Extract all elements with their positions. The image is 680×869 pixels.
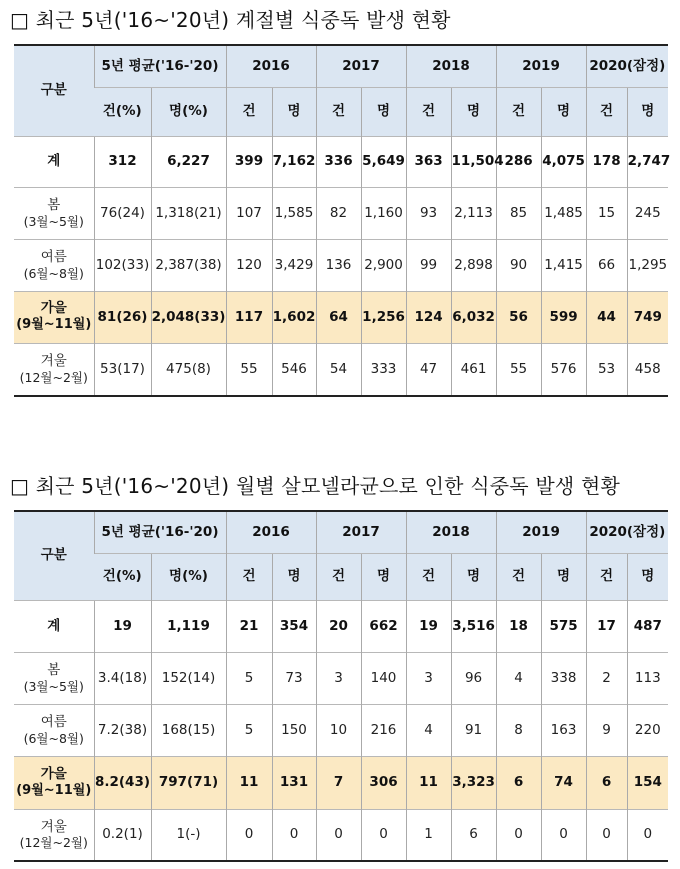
cell-cases: 19 <box>406 600 451 652</box>
cell-people: 6,032 <box>451 291 496 343</box>
cell-cases: 0 <box>316 809 361 861</box>
sub-people: 명 <box>361 87 406 136</box>
cell-people: 749 <box>627 291 668 343</box>
row-label <box>14 239 94 291</box>
row-label-period: (9월~11월) <box>16 782 92 798</box>
subheader-row <box>14 553 668 600</box>
cell-cases: 18 <box>496 600 541 652</box>
sub-people-pct: 명(%) <box>151 87 226 136</box>
sub-cases: 건 <box>226 553 272 600</box>
cell-cases: 7 <box>316 756 361 809</box>
cell-cases: 3 <box>316 652 361 704</box>
cell-people: 2,900 <box>361 239 406 291</box>
cell-cases: 47 <box>406 343 451 396</box>
row-label-period: (12월~2월) <box>19 835 88 851</box>
sub-people: 명 <box>541 87 586 136</box>
cell-people: 1,485 <box>541 187 586 239</box>
header-avg: 5년 평균('16-'20) <box>94 45 226 87</box>
row-label <box>14 291 94 343</box>
sub-people: 명 <box>627 553 668 600</box>
cell-people: 96 <box>451 652 496 704</box>
row-label-name: 겨울 <box>40 353 67 369</box>
cell-people: 1,256 <box>361 291 406 343</box>
cell-cases: 0 <box>496 809 541 861</box>
row-label-name: 여름 <box>40 248 67 265</box>
cell-cases: 11 <box>226 756 272 809</box>
cell-people: 1,119 <box>151 600 226 652</box>
cell-cases: 363 <box>406 136 451 187</box>
cell-people: 338 <box>541 652 586 704</box>
cell-people: 3,323 <box>451 756 496 809</box>
cell-cases: 99 <box>406 239 451 291</box>
cell-people: 461 <box>451 343 496 396</box>
cell-cases: 136 <box>316 239 361 291</box>
header-category: 구분 <box>14 511 94 600</box>
header-row <box>14 45 668 87</box>
sub-people: 명 <box>627 87 668 136</box>
cell-people: 2,113 <box>451 187 496 239</box>
table-row-spring <box>14 187 668 239</box>
sub-cases: 건 <box>316 553 361 600</box>
cell-cases: 82 <box>316 187 361 239</box>
cell-people: 306 <box>361 756 406 809</box>
cell-cases: 10 <box>316 704 361 756</box>
table-row-summer <box>14 239 668 291</box>
section-title: □ 최근 5년('16~'20년) 계절별 식중독 발생 현황 <box>10 8 451 32</box>
cell-people: 0 <box>627 809 668 861</box>
cell-cases: 19 <box>94 600 151 652</box>
cell-people: 4,075 <box>541 136 586 187</box>
cell-cases: 55 <box>226 343 272 396</box>
row-label-period: (3월~5월) <box>23 213 84 229</box>
cell-people: 546 <box>272 343 316 396</box>
cell-cases: 6 <box>586 756 627 809</box>
table-row-total <box>14 600 668 652</box>
header-year: 2018 <box>406 511 496 553</box>
row-label <box>14 652 94 704</box>
cell-people: 576 <box>541 343 586 396</box>
cell-people: 1,160 <box>361 187 406 239</box>
cell-people: 245 <box>627 187 668 239</box>
cell-people: 0 <box>272 809 316 861</box>
cell-cases: 21 <box>226 600 272 652</box>
cell-cases: 64 <box>316 291 361 343</box>
cell-people: 2,387(38) <box>151 239 226 291</box>
cell-people: 11,504 <box>451 136 496 187</box>
cell-cases: 93 <box>406 187 451 239</box>
cell-cases: 17 <box>586 600 627 652</box>
cell-people: 1,295 <box>627 239 668 291</box>
row-label-name: 여름 <box>40 713 67 730</box>
salmonella-table <box>14 510 668 862</box>
cell-cases: 312 <box>94 136 151 187</box>
cell-cases: 7.2(38) <box>94 704 151 756</box>
subheader-row <box>14 87 668 136</box>
row-label-period: (3월~5월) <box>23 678 84 694</box>
sub-cases-pct: 건(%) <box>94 87 151 136</box>
header-avg: 5년 평균('16-'20) <box>94 511 226 553</box>
cell-cases: 102(33) <box>94 239 151 291</box>
cell-people: 1,585 <box>272 187 316 239</box>
table-row-winter <box>14 343 668 396</box>
cell-cases: 3 <box>406 652 451 704</box>
cell-cases: 107 <box>226 187 272 239</box>
cell-people: 74 <box>541 756 586 809</box>
header-year: 2018 <box>406 45 496 87</box>
row-label <box>14 343 94 396</box>
cell-cases: 11 <box>406 756 451 809</box>
sub-cases: 건 <box>496 87 541 136</box>
cell-cases: 3.4(18) <box>94 652 151 704</box>
cell-cases: 286 <box>496 136 541 187</box>
cell-people: 2,898 <box>451 239 496 291</box>
cell-cases: 1 <box>406 809 451 861</box>
row-label-period: (9월~11월) <box>16 317 92 333</box>
cell-cases: 85 <box>496 187 541 239</box>
cell-people: 0 <box>541 809 586 861</box>
cell-people: 220 <box>627 704 668 756</box>
cell-people: 73 <box>272 652 316 704</box>
row-label-name: 계 <box>47 617 61 634</box>
table-row-total <box>14 136 668 187</box>
seasonal-table <box>14 44 671 397</box>
cell-people: 5,649 <box>361 136 406 187</box>
cell-cases: 2 <box>586 652 627 704</box>
cell-cases: 8.2(43) <box>94 756 151 809</box>
row-label-name: 봄 <box>47 196 61 213</box>
cell-people: 131 <box>272 756 316 809</box>
sub-cases: 건 <box>406 87 451 136</box>
cell-people: 487 <box>627 600 668 652</box>
row-label <box>14 600 94 652</box>
table-row-summer <box>14 704 668 756</box>
cell-cases: 56 <box>496 291 541 343</box>
cell-cases: 9 <box>586 704 627 756</box>
sub-cases: 건 <box>226 87 272 136</box>
table-row-spring <box>14 652 668 704</box>
table-row-autumn <box>14 291 668 343</box>
row-label-name: 봄 <box>47 661 61 678</box>
cell-people: 113 <box>627 652 668 704</box>
cell-cases: 8 <box>496 704 541 756</box>
cell-cases: 5 <box>226 704 272 756</box>
cell-people: 91 <box>451 704 496 756</box>
row-label-period: (6월~8월) <box>23 730 84 746</box>
cell-cases: 81(26) <box>94 291 151 343</box>
cell-people: 1,415 <box>541 239 586 291</box>
cell-people: 475(8) <box>151 343 226 396</box>
header-year: 2017 <box>316 511 406 553</box>
cell-people: 6,227 <box>151 136 226 187</box>
sub-cases: 건 <box>316 87 361 136</box>
cell-people: 458 <box>627 343 668 396</box>
cell-people: 216 <box>361 704 406 756</box>
sub-people: 명 <box>272 87 316 136</box>
cell-cases: 54 <box>316 343 361 396</box>
cell-cases: 120 <box>226 239 272 291</box>
row-label-name: 겨울 <box>40 818 67 835</box>
row-label-name: 가을 <box>40 765 67 782</box>
sub-cases: 건 <box>406 553 451 600</box>
row-label <box>14 756 94 809</box>
row-label <box>14 187 94 239</box>
cell-cases: 53(17) <box>94 343 151 396</box>
row-label-name: 가을 <box>40 300 67 317</box>
cell-cases: 53 <box>586 343 627 396</box>
row-label-period: (6월~8월) <box>23 265 84 281</box>
cell-people: 3,429 <box>272 239 316 291</box>
row-label <box>14 809 94 861</box>
cell-people: 168(15) <box>151 704 226 756</box>
cell-people: 354 <box>272 600 316 652</box>
sub-people: 명 <box>451 87 496 136</box>
header-year: 2017 <box>316 45 406 87</box>
cell-cases: 336 <box>316 136 361 187</box>
cell-people: 599 <box>541 291 586 343</box>
cell-people: 163 <box>541 704 586 756</box>
cell-cases: 90 <box>496 239 541 291</box>
cell-people: 333 <box>361 343 406 396</box>
sub-people-pct: 명(%) <box>151 553 226 600</box>
cell-cases: 0 <box>586 809 627 861</box>
cell-cases: 0 <box>226 809 272 861</box>
cell-people: 797(71) <box>151 756 226 809</box>
header-year: 2019 <box>496 511 586 553</box>
cell-cases: 124 <box>406 291 451 343</box>
header-year: 2019 <box>496 45 586 87</box>
cell-cases: 66 <box>586 239 627 291</box>
cell-cases: 4 <box>406 704 451 756</box>
cell-people: 7,162 <box>272 136 316 187</box>
sub-cases-pct: 건(%) <box>94 553 151 600</box>
row-label-name: 계 <box>47 153 61 170</box>
sub-cases: 건 <box>496 553 541 600</box>
cell-people: 140 <box>361 652 406 704</box>
cell-cases: 399 <box>226 136 272 187</box>
cell-people: 2,747 <box>627 136 668 187</box>
cell-cases: 15 <box>586 187 627 239</box>
section-title: □ 최근 5년('16~'20년) 월별 살모넬라균으로 인한 식중독 발생 현황 <box>10 474 620 498</box>
table-row-autumn <box>14 756 668 809</box>
cell-cases: 44 <box>586 291 627 343</box>
cell-people: 3,516 <box>451 600 496 652</box>
cell-people: 662 <box>361 600 406 652</box>
row-label-period: (12월~2월) <box>19 369 88 385</box>
sub-people: 명 <box>272 553 316 600</box>
cell-cases: 178 <box>586 136 627 187</box>
sub-people: 명 <box>361 553 406 600</box>
header-year: 2020(잠정) <box>586 511 668 553</box>
cell-cases: 55 <box>496 343 541 396</box>
sub-cases: 건 <box>586 87 627 136</box>
cell-cases: 20 <box>316 600 361 652</box>
cell-people: 575 <box>541 600 586 652</box>
cell-people: 0 <box>361 809 406 861</box>
header-row <box>14 511 668 553</box>
cell-cases: 6 <box>496 756 541 809</box>
cell-people: 1,318(21) <box>151 187 226 239</box>
cell-people: 6 <box>451 809 496 861</box>
sub-people: 명 <box>451 553 496 600</box>
cell-people: 1,602 <box>272 291 316 343</box>
header-year: 2016 <box>226 45 316 87</box>
cell-cases: 5 <box>226 652 272 704</box>
header-year: 2020(잠정) <box>586 45 668 87</box>
cell-cases: 4 <box>496 652 541 704</box>
header-category: 구분 <box>14 45 94 136</box>
cell-people: 2,048(33) <box>151 291 226 343</box>
sub-cases: 건 <box>586 553 627 600</box>
table-row-winter <box>14 809 668 861</box>
cell-people: 150 <box>272 704 316 756</box>
cell-people: 152(14) <box>151 652 226 704</box>
cell-cases: 117 <box>226 291 272 343</box>
cell-people: 154 <box>627 756 668 809</box>
header-year: 2016 <box>226 511 316 553</box>
row-label <box>14 704 94 756</box>
cell-cases: 0.2(1) <box>94 809 151 861</box>
cell-cases: 76(24) <box>94 187 151 239</box>
row-label <box>14 136 94 187</box>
cell-people: 1(-) <box>151 809 226 861</box>
sub-people: 명 <box>541 553 586 600</box>
